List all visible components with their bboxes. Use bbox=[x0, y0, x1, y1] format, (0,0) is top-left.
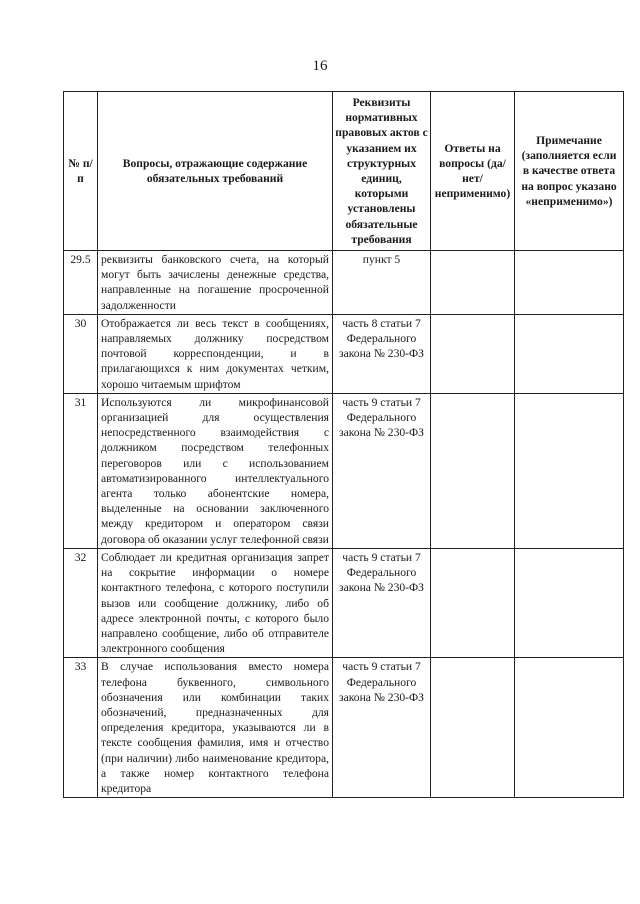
row-note-cell[interactable] bbox=[515, 393, 624, 548]
row-number: 33 bbox=[64, 658, 98, 798]
row-number: 30 bbox=[64, 314, 98, 393]
row-question: Отображается ли весь текст в сообщениях, направляемых должнику посредством почтовой корреспонденции, и в прилагающихся к ним документах четким, хорошо читаемым шрифтом bbox=[98, 314, 333, 393]
row-reference: часть 9 статьи 7 Федерального закона № 230-ФЗ bbox=[333, 393, 431, 548]
row-reference: пункт 5 bbox=[333, 251, 431, 315]
row-number: 29.5 bbox=[64, 251, 98, 315]
row-answer-cell[interactable] bbox=[431, 314, 515, 393]
row-question: Соблюдает ли кредитная организация запрет на сокрытие информации о номере контактного телефона, с которого поступили вызов или сообщение должнику, либо об адресе электронной почты, с которого было направлено сообщение, либо об отправителе электронного сообщения bbox=[98, 548, 333, 657]
table-row bbox=[64, 548, 624, 657]
header-note: Примечание (заполняется если в качестве ответа на вопрос указано «неприменимо») bbox=[515, 92, 624, 251]
table-row bbox=[64, 314, 624, 393]
row-number: 32 bbox=[64, 548, 98, 657]
table-row bbox=[64, 251, 624, 315]
row-answer-cell[interactable] bbox=[431, 393, 515, 548]
row-question: В случае использования вместо номера телефона буквенного, символьного обозначения или комбинации таких обозначений, предназначенных для определения кредитора, указываются ли в тексте сообщения фамилия, имя и отчество (при наличии) либо наименование кредитора, а также номер контактного телефона кредитора bbox=[98, 658, 333, 798]
row-question: реквизиты банковского счета, на который могут быть зачислены денежные средства, направленные на погашение просроченной задолженности bbox=[98, 251, 333, 315]
row-note-cell[interactable] bbox=[515, 658, 624, 798]
header-questions: Вопросы, отражающие содержание обязательных требований bbox=[98, 92, 333, 251]
header-number: № п/п bbox=[64, 92, 98, 251]
requirements-table bbox=[63, 91, 624, 798]
row-note-cell[interactable] bbox=[515, 314, 624, 393]
header-requisites: Реквизиты нормативных правовых актов с указанием их структурных единиц, которыми установлены обязательные требования bbox=[333, 92, 431, 251]
row-answer-cell[interactable] bbox=[431, 658, 515, 798]
table-row bbox=[64, 393, 624, 548]
row-note-cell[interactable] bbox=[515, 548, 624, 657]
row-number: 31 bbox=[64, 393, 98, 548]
row-answer-cell[interactable] bbox=[431, 251, 515, 315]
page-number: 16 bbox=[312, 58, 328, 74]
table-row bbox=[64, 658, 624, 798]
row-note-cell[interactable] bbox=[515, 251, 624, 315]
row-question: Используются ли микрофинансовой организацией для осуществления непосредственного взаимодействия с должником посредством телефонных переговоров или с использованием автоматизированного интеллектуального агента только абонентские номера, выделенные на основании заключенного между кредитором и оператором связи договора об оказании услуг телефонной связи bbox=[98, 393, 333, 548]
row-reference: часть 9 статьи 7 Федерального закона № 230-ФЗ bbox=[333, 658, 431, 798]
header-answers: Ответы на вопросы (да/нет/ неприменимо) bbox=[431, 92, 515, 251]
row-reference: часть 9 статьи 7 Федерального закона № 230-ФЗ bbox=[333, 548, 431, 657]
row-answer-cell[interactable] bbox=[431, 548, 515, 657]
table-header-row bbox=[64, 92, 624, 251]
row-reference: часть 8 статьи 7 Федерального закона № 230-ФЗ bbox=[333, 314, 431, 393]
